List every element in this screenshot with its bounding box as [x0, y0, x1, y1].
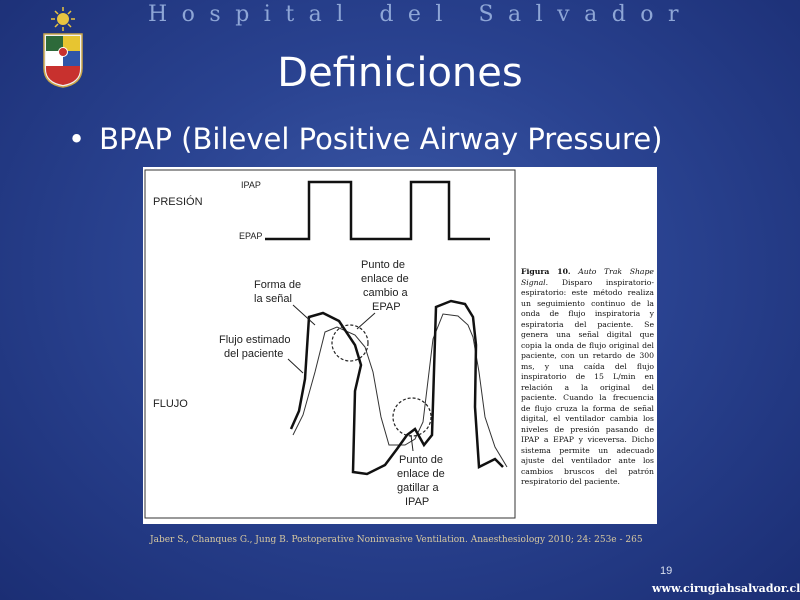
epap-label: EPAP [239, 231, 263, 241]
slide-title: Definiciones [277, 50, 523, 96]
epap-point-line4: EPAP [372, 301, 401, 313]
flujo-est-label-line2: del paciente [224, 348, 284, 360]
flujo-label: FLUJO [153, 398, 188, 410]
presion-label: PRESIÓN [153, 196, 203, 208]
header-title: Hospital del Salvador [148, 2, 694, 27]
bullet-item [68, 122, 662, 156]
pressure-waveform [265, 182, 490, 239]
figure-caption [521, 267, 654, 488]
ipap-point-line4: IPAP [405, 496, 430, 508]
caption-text: Disparo inspiratorio-espiratorio: este método realiza un seguimiento continuo de la onda de flujo inspiratoria y espiratoria del paciente. Se genera una señal digital que copia la onda de flujo original del paciente, con un retardo de 300 ms, y una caída del flujo inspiratorio de 15 L/min en relación a la original del paciente. Cuando la frecuencia de flujo cruza la forma de señal digital, el ventilador cambia los niveles de presión pasando de IPAP a EPAP y viceversa. Dicho sistema permite un adecuado ajuste del ventilador ante los cambios bruscos del patrón respiratorio del paciente. [521, 277, 654, 486]
ipap-point-line1: Punto de [399, 454, 444, 466]
website-url: www.cirugiahsalvador.cl [652, 582, 800, 595]
forma-label-line1: Forma de [254, 279, 302, 291]
signal-shape-curve [291, 301, 503, 474]
epap-point-line1: Punto de [361, 259, 406, 271]
figure-panel [143, 167, 657, 524]
flujo-est-label-line1: Flujo estimado [219, 334, 291, 346]
page-number: 19 [660, 565, 673, 577]
epap-point-line2: enlace de [361, 273, 409, 285]
epap-point-line3: cambio a [363, 287, 408, 299]
epap-switch-circle [332, 325, 368, 361]
forma-senal-annotation [254, 279, 315, 325]
caption-figure-title: Auto Trak Shape Signal. [521, 267, 654, 287]
ipap-point-line3: gatillar a [397, 482, 439, 494]
bullet-text: BPAP (Bilevel Positive Airway Pressure) [99, 122, 663, 156]
ipap-label: IPAP [241, 180, 261, 190]
sun-emblem-icon [51, 7, 75, 31]
epap-switch-annotation [357, 259, 409, 329]
caption-figure-label: Figura 10. [521, 267, 571, 276]
ipap-point-line2: enlace de [397, 468, 445, 480]
bullet-symbol: • [68, 122, 86, 156]
reference-citation: Jaber S., Chanques G., Jung B. Postoperative Noninvasive Ventilation. Anaesthesiology 2010; 24: 253e - 265 [150, 535, 643, 545]
forma-label-line2: la señal [254, 293, 292, 305]
ipap-trigger-annotation [397, 435, 445, 508]
flujo-estimado-annotation [219, 334, 303, 373]
